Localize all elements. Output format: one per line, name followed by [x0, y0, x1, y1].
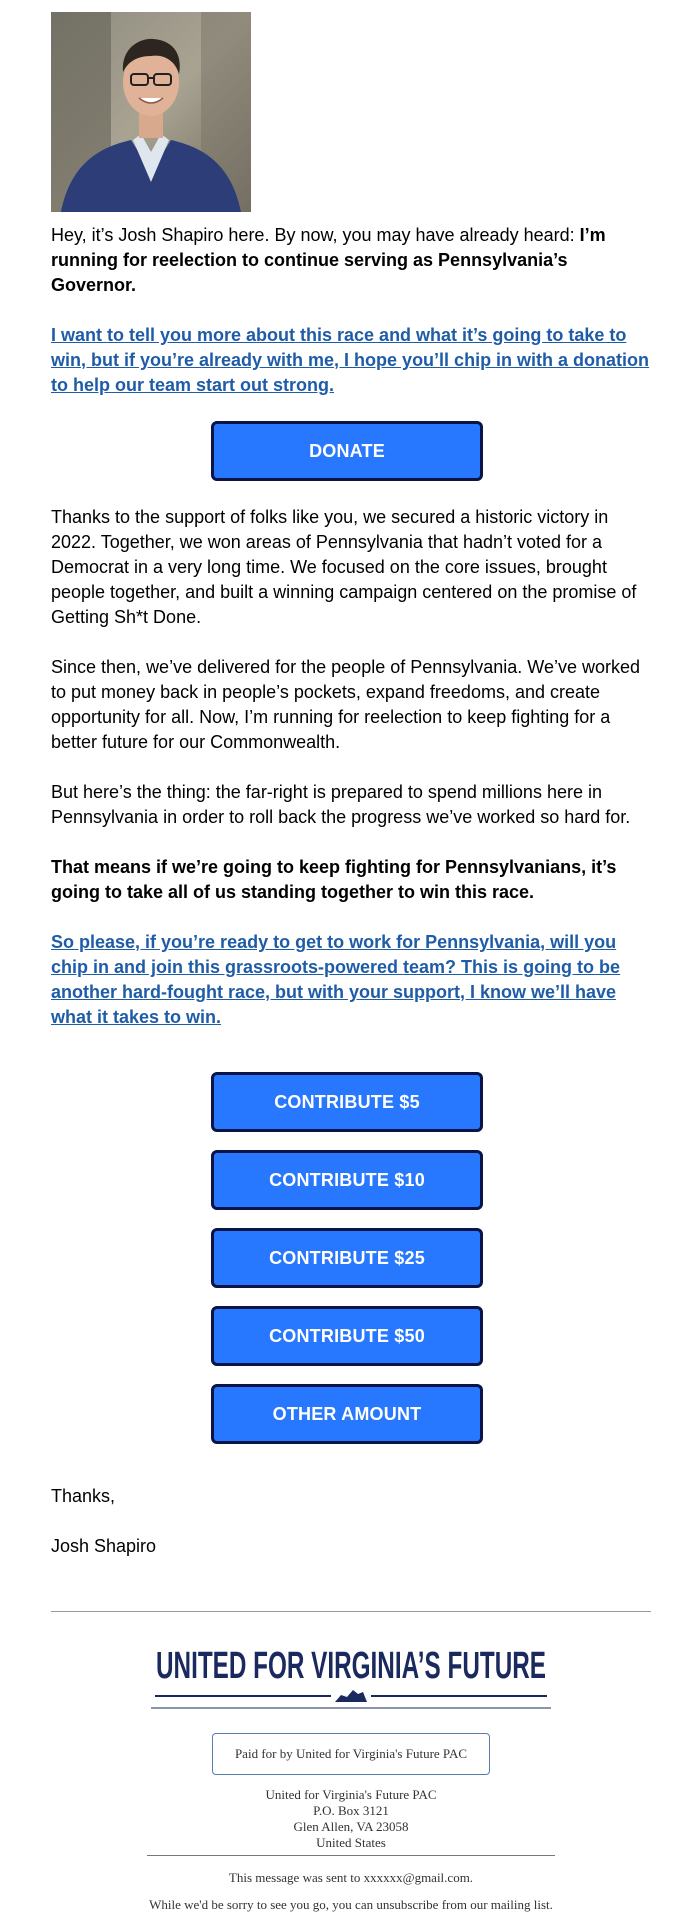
body-paragraph-3: But here’s the thing: the far-right is prepared to spend millions here in Pennsylvania in order to roll back the progress we’ve worked so hard for.	[51, 782, 631, 827]
footer-thin-divider	[147, 1855, 555, 1856]
donate-link-paragraph	[51, 323, 651, 398]
mailing-address	[51, 1787, 651, 1851]
candidate-photo	[51, 12, 251, 212]
signature-text: Josh Shapiro	[51, 1536, 157, 1556]
footer-divider	[51, 1611, 651, 1612]
paid-for-box: Paid for by United for Virginia's Future PAC	[212, 1733, 490, 1775]
donate-link[interactable]: I want to tell you more about this race and what it’s going to take to win, but if you’re already with me, I hope you’ll chip in with a donation to help our team start out strong.	[51, 325, 650, 395]
closing-text: Thanks,	[51, 1486, 116, 1506]
intro-paragraph	[51, 223, 651, 298]
body-paragraph-2: Since then, we’ve delivered for the people of Pennsylvania. We’ve worked to put money back in people’s pockets, expand freedoms, and create opportunity for all. Now, I’m running for reelection to keep fighting for a better future for our Commonwealth.	[51, 657, 641, 752]
address-line: P.O. Box 3121	[313, 1803, 389, 1818]
donate-button[interactable]: DONATE	[211, 421, 483, 481]
contribute-link[interactable]: So please, if you’re ready to get to work for Pennsylvania, will you chip in and join this grassroots-powered team? This is going to be another hard-fought race, but with your support, I know we’ll have what it takes to win.	[51, 932, 621, 1027]
body-paragraph-4	[51, 855, 651, 905]
unsubscribe-text[interactable]: While we'd be sorry to see you go, you can unsubscribe from our mailing list.	[149, 1897, 553, 1912]
contribute-10-button[interactable]: CONTRIBUTE $10	[211, 1150, 483, 1210]
logo-text: UNITED FOR VIRGINIA’S FUTURE	[156, 1645, 546, 1687]
contribute-5-button[interactable]: CONTRIBUTE $5	[211, 1072, 483, 1132]
intro-text: Hey, it’s Josh Shapiro here. By now, you may have already heard:	[51, 225, 580, 245]
contribute-50-button[interactable]: CONTRIBUTE $50	[211, 1306, 483, 1366]
contribution-buttons	[51, 1072, 651, 1444]
email-body	[51, 12, 651, 1559]
other-amount-button[interactable]: OTHER AMOUNT	[211, 1384, 483, 1444]
contribute-link-paragraph	[51, 930, 651, 1030]
footer	[51, 1640, 651, 1913]
contribute-25-button[interactable]: CONTRIBUTE $25	[211, 1228, 483, 1288]
sent-to-text: This message was sent to xxxxxx@gmail.com.	[228, 1870, 474, 1885]
body-paragraph-1: Thanks to the support of folks like you, we secured a historic victory in 2022. Together, we won areas of Pennsylvania that hadn’t voted for a Democrat in a very long time. We focused on the core issues, brought people together, and built a winning campaign centered on the promise of Getting Sh*t Done.	[51, 507, 637, 627]
bold-appeal-text: That means if we’re going to keep fighting for Pennsylvanians, it’s going to take all of us standing together to win this race.	[51, 857, 617, 902]
virginia-state-icon	[335, 1690, 367, 1702]
address-line: United States	[316, 1835, 386, 1850]
pac-logo	[151, 1640, 551, 1715]
intro-bold-text: I’m running for reelection to continue serving as Pennsylvania’s Governor.	[51, 225, 606, 295]
address-line: Glen Allen, VA 23058	[293, 1819, 409, 1834]
address-line: United for Virginia's Future PAC	[265, 1787, 437, 1802]
